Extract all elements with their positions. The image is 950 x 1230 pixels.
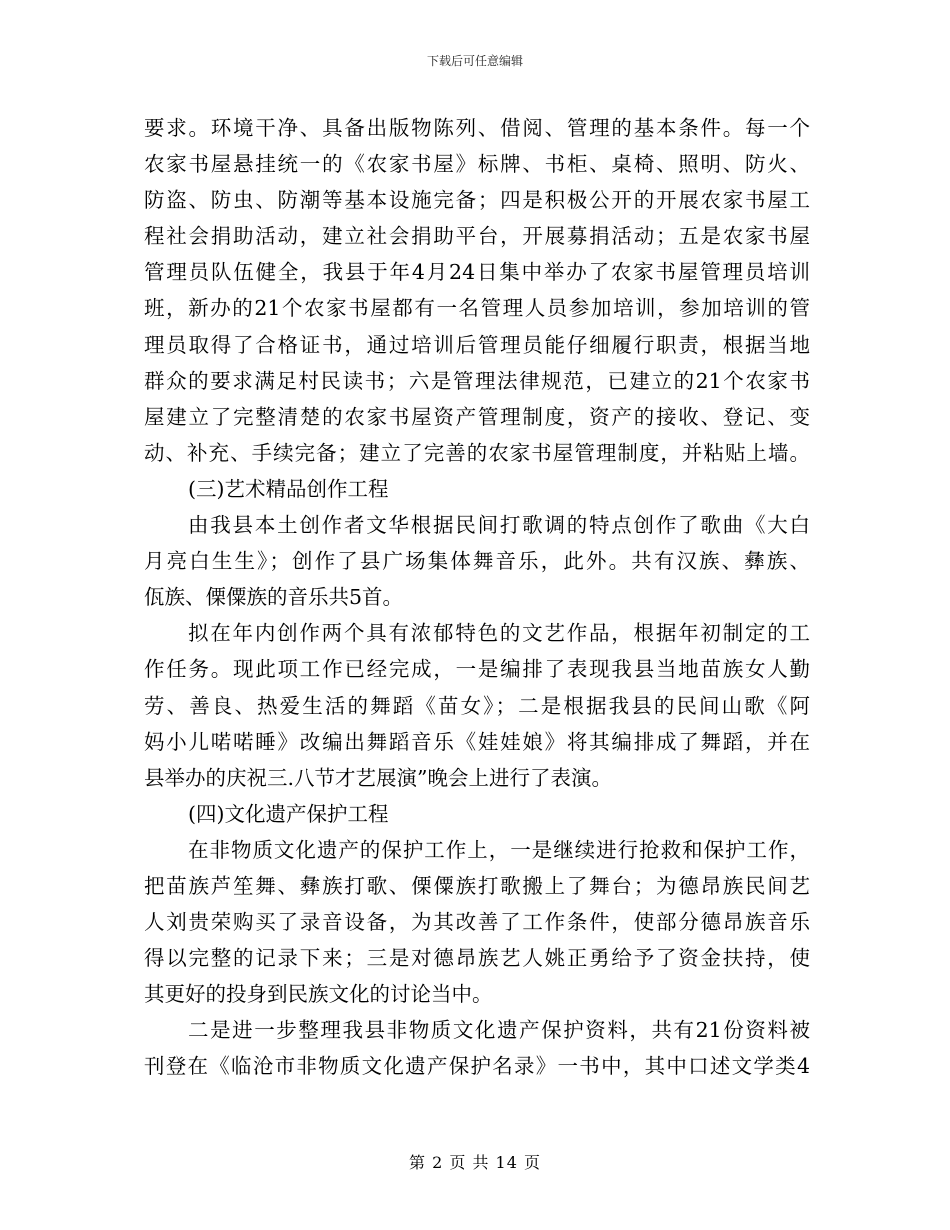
text-line: 防盗、防虫、防潮等基本设施完备；四是积极公开的开展农家书屋工 xyxy=(144,188,810,213)
section-heading: (三)艺术精品创作工程 xyxy=(188,476,389,501)
text-line: 劳、善良、热爱生活的舞蹈《苗女》；二是根据我县的民间山歌《阿 xyxy=(144,693,810,718)
text-line: 县举办的庆祝三.八节才艺展演”晚会上进行了表演。 xyxy=(144,765,612,790)
text-line: 月亮白生生》；创作了县广场集体舞音乐，此外。共有汉族、彝族、 xyxy=(144,549,810,574)
page-header: 下载后可任意编辑 xyxy=(426,54,523,68)
text-line: 妈小儿喏喏睡》改编出舞蹈音乐《娃娃娘》将其编排成了舞蹈，并在 xyxy=(144,729,810,754)
text-line: 屋建立了完整清楚的农家书屋资产管理制度，资产的接收、登记、变 xyxy=(144,404,810,429)
text-line: 其更好的投身到民族文化的讨论当中。 xyxy=(144,982,493,1007)
document-body xyxy=(144,110,810,1085)
text-line: 人刘贵荣购买了录音设备，为其改善了工作条件，使部分德昂族音乐 xyxy=(144,910,810,935)
text-line: 农家书屋悬挂统一的《农家书屋》标牌、书柜、桌椅、照明、防火、 xyxy=(144,152,810,177)
text-line: 在非物质文化遗产的保护工作上，一是继续进行抢救和保护工作， xyxy=(188,837,810,862)
text-line: 群众的要求满足村民读书；六是管理法律规范，已建立的21个农家书 xyxy=(144,368,810,393)
text-line: 管理员队伍健全，我县于年4月24日集中举办了农家书屋管理员培训 xyxy=(144,260,810,285)
text-line: 二是进一步整理我县非物质文化遗产保护资料，共有21份资料被 xyxy=(188,1018,810,1043)
text-line: 班，新办的21个农家书屋都有一名管理人员参加培训，参加培训的管 xyxy=(144,296,810,321)
text-line: 由我县本土创作者文华根据民间打歌调的特点创作了歌曲《大白 xyxy=(188,513,810,538)
page-footer: 第 2 页 共 14 页 xyxy=(409,1153,541,1172)
text-line: 程社会捐助活动，建立社会捐助平台，开展募捐活动；五是农家书屋 xyxy=(144,224,810,249)
text-line: 刊登在《临沧市非物质文化遗产保护名录》一书中，其中口述文学类4 xyxy=(144,1054,810,1079)
text-line: 得以完整的记录下来；三是对德昂族艺人姚正勇给予了资金扶持，使 xyxy=(144,946,810,971)
text-line: 理员取得了合格证书，通过培训后管理员能仔细履行职责，根据当地 xyxy=(144,332,810,357)
text-line: 把苗族芦笙舞、彝族打歌、傈僳族打歌搬上了舞台；为德昂族民间艺 xyxy=(144,873,810,898)
section-heading: (四)文化遗产保护工程 xyxy=(188,801,389,826)
text-line: 要求。环境干净、具备出版物陈列、借阅、管理的基本条件。每一个 xyxy=(144,116,810,140)
text-line: 佤族、傈僳族的音乐共5首。 xyxy=(144,585,404,610)
text-line: 拟在年内创作两个具有浓郁特色的文艺作品，根据年初制定的工 xyxy=(188,621,810,646)
text-line: 作任务。现此项工作已经完成，一是编排了表现我县当地苗族女人勤 xyxy=(144,657,810,682)
text-line: 动、补充、手续完备；建立了完善的农家书屋管理制度，并粘贴上墙。 xyxy=(144,440,810,465)
